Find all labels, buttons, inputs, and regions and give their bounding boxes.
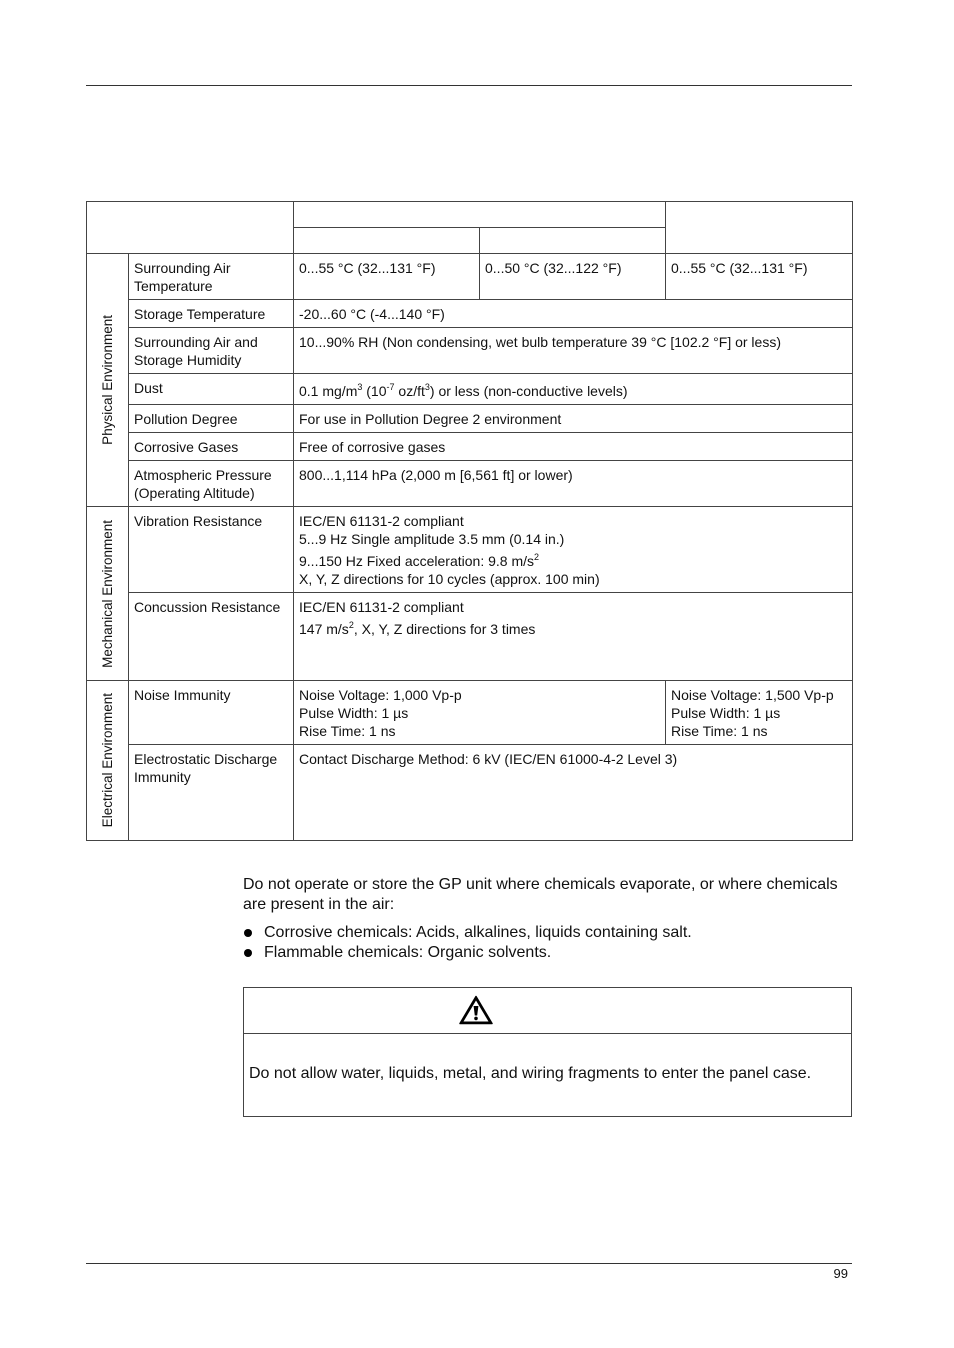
superscript: -7 [386,382,395,392]
row-value: Contact Discharge Method: 6 kV (IEC/EN 61000-4-2 Level 3) [294,745,853,841]
row-label: Noise Immunity [129,681,294,745]
header-cell-product-group [294,202,666,228]
row-label: Dust [129,374,294,405]
superscript: 2 [534,552,540,562]
concussion-line: , X, Y, Z directions for 3 times [353,621,536,637]
row-value: 0...55 °C (32...131 °F) [294,254,480,300]
row-value [294,593,853,681]
row-label: Vibration Resistance [129,507,294,593]
list-item [243,943,855,963]
caution-text: Do not allow water, liquids, metal, and wiring fragments to enter the panel case. [249,1065,812,1082]
warning-triangle-icon [459,995,493,1025]
concussion-line: IEC/EN 61131-2 compliant [299,599,464,615]
row-value [294,374,853,405]
pulse-width: Pulse Width: 1 µs [671,705,781,721]
row-value [294,681,666,745]
table-row [87,507,853,593]
chemicals-bullet-list [243,923,855,963]
row-label: Surrounding Air and Storage Humidity [129,328,294,374]
row-label: Corrosive Gases [129,433,294,461]
table-row [87,433,853,461]
footer-rule [86,1263,852,1264]
vibration-line: IEC/EN 61131-2 compliant [299,513,464,529]
page-number: 99 [833,1266,848,1281]
header-cell-blank [87,202,294,254]
vibration-line: 9...150 Hz Fixed acceleration: 9.8 m/s [299,553,534,569]
row-value: -20...60 °C (-4...140 °F) [294,300,853,328]
table-row [87,405,853,433]
bullet-icon [244,929,252,937]
table-row [87,254,853,300]
row-value: For use in Pollution Degree 2 environment [294,405,853,433]
row-label: Electrostatic Discharge Immunity [129,745,294,841]
row-value [294,507,853,593]
row-value: 800...1,114 hPa (2,000 m [6,561 ft] or lower) [294,461,853,507]
table-row [87,745,853,841]
table-header-row [87,202,853,228]
noise-voltage: Noise Voltage: 1,000 Vp-p [299,687,462,703]
row-value: 0...50 °C (32...122 °F) [480,254,666,300]
dust-text: ) or less (non-conductive levels) [429,383,628,399]
group-cell-physical [87,254,129,507]
header-rule [86,85,852,86]
group-cell-mechanical [87,507,129,681]
dust-text: oz/ft [394,383,425,399]
superscript: 3 [424,382,430,392]
list-item-text: Corrosive chemicals: Acids, alkalines, liquids containing salt. [264,924,692,941]
table-row [87,374,853,405]
dust-text: (10 [362,383,387,399]
concussion-line: 147 m/s [299,621,349,637]
environmental-spec-table [86,201,853,841]
rise-time: Rise Time: 1 ns [671,723,768,739]
row-label: Surrounding Air Temperature [129,254,294,300]
superscript: 3 [357,382,363,392]
row-value: 10...90% RH (Non condensing, wet bulb temperature 39 °C [102.2 °F] or less) [294,328,853,374]
group-label-electrical: Electrical Environment [99,693,115,828]
dust-text: 0.1 mg/m [299,383,358,399]
chemicals-intro-text: Do not operate or store the GP unit where chemicals evaporate, or where chemicals are present in the air: [243,876,838,913]
bullet-icon [244,949,252,957]
row-value: Free of corrosive gases [294,433,853,461]
group-label-physical: Physical Environment [99,315,115,445]
rise-time: Rise Time: 1 ns [299,723,396,739]
list-item [243,923,855,943]
noise-voltage: Noise Voltage: 1,500 Vp-p [671,687,834,703]
caution-box [243,987,852,1117]
row-value [666,681,853,745]
row-label: Atmospheric Pressure (Operating Altitude) [129,461,294,507]
table-row [87,681,853,745]
group-cell-electrical [87,681,129,841]
group-label-mechanical: Mechanical Environment [99,519,115,668]
table-row [87,461,853,507]
header-cell-model-a [294,228,480,254]
superscript: 2 [348,620,354,630]
pulse-width: Pulse Width: 1 µs [299,705,409,721]
vibration-line: X, Y, Z directions for 10 cycles (approx. 100 min) [299,571,600,587]
row-value: 0...55 °C (32...131 °F) [666,254,853,300]
caution-header [244,988,851,1034]
header-cell-product [666,202,853,254]
row-label: Concussion Resistance [129,593,294,681]
row-label: Pollution Degree [129,405,294,433]
row-label: Storage Temperature [129,300,294,328]
table-row [87,328,853,374]
header-cell-model-b [480,228,666,254]
list-item-text: Flammable chemicals: Organic solvents. [264,944,552,961]
table-row [87,593,853,681]
vibration-line: 5...9 Hz Single amplitude 3.5 mm (0.14 in.) [299,531,565,547]
table-row [87,300,853,328]
